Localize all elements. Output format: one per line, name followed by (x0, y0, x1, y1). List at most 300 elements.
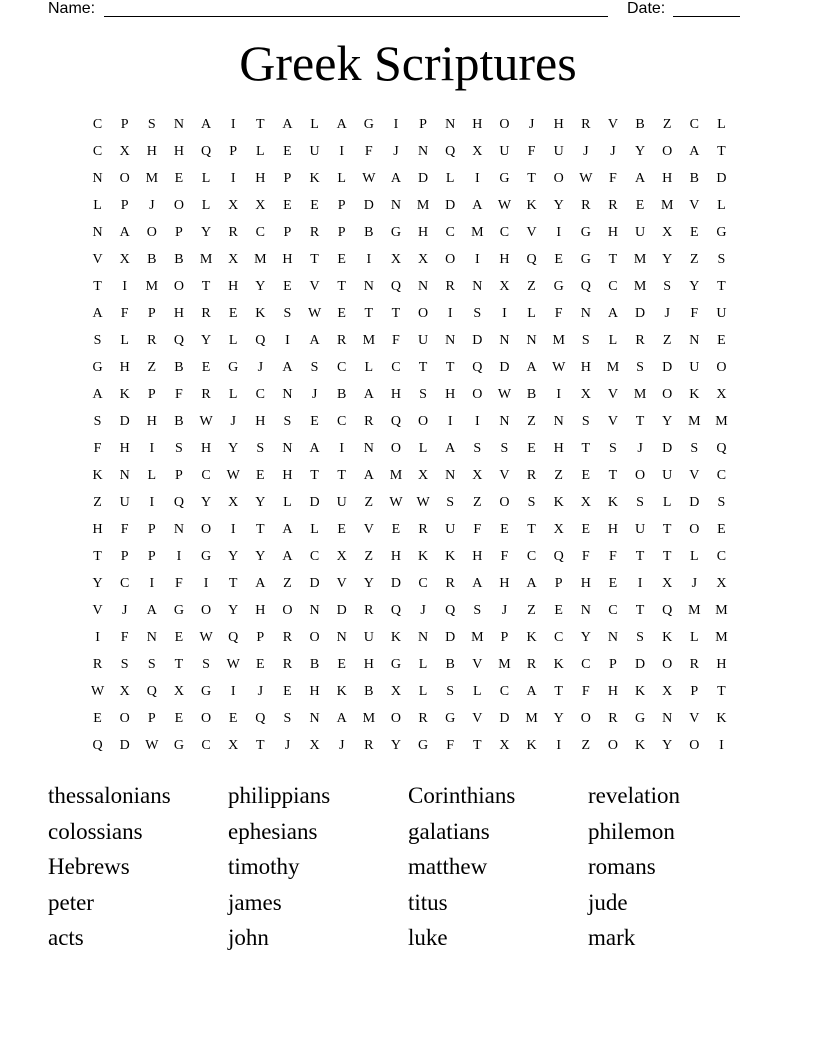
grid-letter: X (716, 575, 727, 591)
word-list-item: colossians (48, 818, 143, 844)
grid-letter: Y (689, 278, 700, 294)
grid-letter: A (92, 305, 103, 321)
grid-letter: E (337, 521, 346, 537)
grid-letter: G (716, 224, 727, 240)
grid-letter: O (201, 521, 212, 537)
grid-letter: D (445, 197, 456, 213)
grid-letter: K (635, 737, 646, 753)
grid-letter: I (637, 575, 643, 591)
grid-letter: I (556, 737, 562, 753)
grid-letter: T (635, 413, 645, 429)
grid-letter: I (366, 251, 372, 267)
grid-letter: S (636, 359, 644, 375)
grid-letter: M (715, 413, 728, 429)
grid-letter: R (337, 332, 347, 348)
grid-letter: E (283, 143, 292, 159)
grid-letter: K (526, 629, 537, 645)
grid-letter: M (389, 467, 403, 483)
grid-letter: H (201, 440, 212, 456)
grid-letter: E (581, 467, 591, 483)
grid-letter: V (607, 116, 618, 132)
grid-letter: E (635, 197, 645, 213)
word-list-item: mark (588, 925, 636, 950)
grid-letter: D (662, 359, 673, 375)
grid-letter: V (499, 467, 510, 483)
grid-letter: M (633, 386, 647, 402)
grid-letter: H (580, 575, 591, 591)
grid-letter: J (393, 143, 399, 159)
word-list-item: luke (408, 925, 448, 950)
grid-letter: M (254, 251, 267, 267)
grid-letter: K (255, 305, 266, 321)
grid-letter: O (173, 278, 184, 294)
grid-letter: X (228, 197, 239, 213)
grid-letter: Y (201, 332, 212, 348)
grid-letter: E (608, 575, 618, 591)
grid-letter: R (201, 305, 211, 321)
grid-letter: A (472, 575, 483, 591)
word-list-item: james (228, 889, 282, 915)
grid-letter: U (309, 143, 320, 159)
page-title: Greek Scriptures (239, 35, 577, 91)
grid-letter: N (390, 197, 401, 213)
grid-letter: L (201, 170, 211, 186)
grid-letter: T (717, 683, 726, 699)
grid-letter: X (336, 548, 347, 564)
grid-letter: G (390, 224, 401, 240)
grid-letter: H (282, 251, 293, 267)
grid-letter: E (337, 251, 346, 267)
grid-letter: D (716, 170, 727, 186)
grid-letter: G (173, 737, 184, 753)
grid-letter: D (390, 575, 401, 591)
grid-letter: T (635, 548, 645, 564)
grid-letter: E (690, 224, 699, 240)
worksheet-header (48, 0, 748, 20)
grid-letter: I (556, 386, 562, 402)
grid-letter: N (689, 332, 700, 348)
grid-letter: O (418, 413, 429, 429)
grid-letter: N (418, 143, 429, 159)
grid-letter: Z (554, 467, 563, 483)
grid-letter: M (498, 656, 511, 672)
grid-letter: T (662, 548, 672, 564)
grid-letter: K (526, 197, 537, 213)
grid-letter: L (310, 521, 319, 537)
grid-letter: A (390, 170, 401, 186)
grid-letter: P (609, 656, 617, 672)
grid-letter: T (256, 521, 265, 537)
grid-letter: T (527, 521, 536, 537)
grid-letter: W (416, 494, 430, 510)
grid-letter: N (309, 710, 320, 726)
grid-letter: W (90, 683, 105, 699)
grid-letter: S (93, 332, 102, 348)
grid-letter: H (553, 116, 564, 132)
grid-letter: F (392, 332, 400, 348)
grid-letter: D (119, 413, 130, 429)
grid-letter: A (282, 521, 293, 537)
grid-letter: A (309, 440, 320, 456)
grid-letter: E (283, 278, 292, 294)
grid-letter: O (146, 224, 157, 240)
grid-letter: M (606, 359, 620, 375)
grid-letter: L (418, 683, 428, 699)
grid-letter: N (282, 440, 293, 456)
grid-letter: D (309, 575, 320, 591)
grid-letter: J (338, 737, 345, 753)
grid-letter: P (554, 575, 563, 591)
grid-letter: P (229, 143, 238, 159)
grid-letter: Y (635, 143, 646, 159)
grid-letter: J (420, 602, 426, 618)
grid-letter: W (579, 170, 593, 186)
grid-letter: F (175, 386, 183, 402)
grid-letter: B (174, 413, 184, 429)
grid-letter: A (445, 440, 456, 456)
word-list-item: philemon (588, 818, 675, 844)
grid-letter: P (175, 467, 183, 483)
grid-letter: J (501, 602, 508, 618)
grid-letter: Q (716, 440, 727, 456)
grid-letter: H (282, 467, 293, 483)
grid-letter: O (201, 602, 212, 618)
grid-letter: X (390, 683, 401, 699)
grid-letter: H (146, 413, 157, 429)
grid-letter: I (122, 278, 128, 294)
grid-letter: N (445, 467, 456, 483)
grid-letter: C (526, 548, 537, 564)
grid-letter: X (255, 197, 266, 213)
grid-letter: G (499, 170, 510, 186)
grid-letter: E (228, 710, 238, 726)
grid-letter: N (92, 224, 103, 240)
grid-letter: H (119, 440, 130, 456)
grid-letter: O (472, 386, 483, 402)
grid-letter: R (364, 737, 374, 753)
grid-letter: C (309, 548, 320, 564)
grid-letter: O (119, 170, 130, 186)
grid-letter: T (418, 359, 428, 375)
grid-letter: F (446, 737, 455, 753)
grid-letter: W (226, 467, 240, 483)
grid-letter: V (92, 251, 103, 267)
grid-letter: F (500, 548, 509, 564)
grid-letter: T (608, 467, 618, 483)
grid-letter: O (662, 656, 673, 672)
grid-letter: I (339, 143, 345, 159)
grid-letter: K (607, 494, 618, 510)
word-list-item: acts (48, 925, 84, 950)
grid-letter: C (337, 359, 347, 375)
grid-letter: Z (527, 602, 536, 618)
grid-letter: A (309, 332, 320, 348)
grid-letter: D (445, 629, 456, 645)
name-label: Name: (48, 0, 96, 17)
grid-letter: C (499, 683, 510, 699)
grid-letter: H (309, 683, 320, 699)
grid-letter: S (147, 656, 156, 672)
grid-letter: H (228, 278, 239, 294)
grid-letter: L (445, 170, 455, 186)
grid-letter: R (282, 629, 293, 645)
grid-letter: K (526, 737, 537, 753)
grid-letter: A (282, 548, 293, 564)
grid-letter: F (690, 305, 699, 321)
grid-letter: D (635, 305, 646, 321)
grid-letter: J (284, 737, 291, 753)
grid-letter: A (526, 683, 537, 699)
grid-letter: O (662, 143, 673, 159)
grid-letter: E (500, 521, 509, 537)
grid-letter: C (554, 629, 564, 645)
grid-letter: C (92, 116, 103, 132)
word-list-item: jude (588, 889, 628, 915)
grid-letter: S (446, 683, 455, 699)
grid-letter: U (635, 521, 646, 537)
word-search-grid (84, 111, 735, 759)
grid-letter: R (608, 197, 618, 213)
grid-letter: V (472, 710, 483, 726)
grid-letter: T (310, 251, 319, 267)
grid-letter: H (119, 359, 130, 375)
grid-letter: O (390, 710, 401, 726)
grid-letter: S (717, 494, 726, 510)
grid-letter: Z (527, 278, 536, 294)
grid-letter: C (391, 359, 401, 375)
grid-letter: O (309, 629, 320, 645)
grid-letter: S (175, 440, 183, 456)
grid-letter: Y (228, 548, 239, 564)
grid-letter: H (499, 251, 510, 267)
grid-letter: O (445, 251, 456, 267)
grid-letter: V (526, 224, 537, 240)
grid-letter: K (390, 629, 401, 645)
grid-letter: D (499, 710, 510, 726)
grid-letter: R (228, 224, 238, 240)
grid-letter: H (173, 305, 184, 321)
grid-letter: Y (553, 197, 564, 213)
grid-letter: X (173, 683, 184, 699)
grid-letter: B (337, 386, 347, 402)
grid-letter: Q (390, 278, 401, 294)
grid-letter: W (226, 656, 240, 672)
grid-letter: C (581, 656, 591, 672)
word-list-item: galatians (408, 818, 490, 844)
grid-letter: C (716, 467, 727, 483)
grid-letter: T (256, 116, 265, 132)
grid-letter: T (527, 170, 536, 186)
grid-letter: J (121, 602, 128, 618)
grid-letter: E (174, 170, 184, 186)
grid-letter: M (552, 332, 565, 348)
grid-letter: E (310, 197, 319, 213)
grid-letter: Q (553, 548, 564, 564)
grid-letter: Z (93, 494, 102, 510)
grid-letter: W (389, 494, 403, 510)
grid-letter: B (364, 683, 374, 699)
grid-letter: E (337, 656, 346, 672)
grid-letter: I (230, 170, 236, 186)
grid-letter: I (393, 116, 399, 132)
grid-letter: I (339, 440, 345, 456)
grid-letter: T (174, 656, 184, 672)
grid-letter: J (528, 116, 535, 132)
grid-letter: P (147, 305, 156, 321)
grid-letter: X (472, 143, 483, 159)
grid-letter: S (690, 440, 699, 456)
grid-letter: S (473, 305, 482, 321)
grid-letter: L (418, 440, 428, 456)
grid-letter: T (364, 305, 374, 321)
grid-letter: T (93, 548, 102, 564)
grid-letter: L (228, 386, 238, 402)
grid-letter: V (92, 602, 103, 618)
grid-letter: E (554, 602, 563, 618)
grid-letter: H (173, 143, 184, 159)
grid-letter: H (553, 440, 564, 456)
grid-letter: R (581, 116, 591, 132)
word-list-item: philippians (228, 783, 331, 808)
grid-letter: N (173, 521, 184, 537)
grid-letter: Z (581, 737, 591, 753)
grid-letter: U (336, 494, 347, 510)
grid-letter: R (526, 467, 537, 483)
grid-letter: K (336, 683, 347, 699)
grid-letter: S (120, 656, 129, 672)
grid-letter: X (580, 494, 591, 510)
word-list-item: titus (408, 889, 448, 915)
grid-letter: Q (255, 332, 266, 348)
grid-letter: T (717, 143, 726, 159)
grid-letter: L (717, 116, 726, 132)
grid-letter: Z (662, 332, 672, 348)
word-list-item: peter (48, 889, 94, 915)
grid-letter: K (92, 467, 103, 483)
grid-letter: X (580, 386, 591, 402)
grid-letter: Q (445, 602, 456, 618)
grid-letter: H (363, 656, 374, 672)
grid-letter: P (690, 683, 699, 699)
grid-letter: M (145, 170, 159, 186)
grid-letter: R (689, 656, 699, 672)
grid-letter: F (609, 170, 617, 186)
grid-letter: Q (146, 683, 157, 699)
grid-letter: P (337, 197, 346, 213)
grid-letter: O (689, 521, 700, 537)
grid-letter: P (147, 521, 156, 537)
grid-letter: G (92, 359, 103, 375)
grid-letter: B (309, 656, 320, 672)
grid-letter: Q (173, 332, 184, 348)
grid-letter: D (662, 440, 673, 456)
grid-letter: Z (690, 251, 699, 267)
grid-letter: Z (527, 413, 536, 429)
grid-letter: N (119, 467, 130, 483)
grid-letter: M (633, 251, 647, 267)
grid-letter: Y (553, 710, 564, 726)
grid-letter: S (717, 251, 726, 267)
grid-letter: A (282, 359, 293, 375)
grid-letter: I (474, 413, 480, 429)
grid-letter: O (201, 710, 212, 726)
grid-letter: E (581, 521, 591, 537)
grid-letter: M (199, 251, 213, 267)
grid-letter: P (500, 629, 509, 645)
grid-letter: R (635, 332, 645, 348)
grid-letter: G (390, 656, 401, 672)
grid-letter: I (149, 494, 155, 510)
grid-letter: Q (445, 143, 456, 159)
grid-letter: Y (92, 575, 103, 591)
grid-letter: L (527, 305, 536, 321)
grid-letter: D (363, 197, 374, 213)
grid-letter: G (201, 683, 212, 699)
date-label: Date: (627, 0, 666, 17)
grid-letter: Y (201, 494, 212, 510)
grid-letter: Q (255, 710, 266, 726)
grid-letter: C (120, 575, 130, 591)
grid-letter: S (283, 413, 292, 429)
grid-letter: O (418, 305, 429, 321)
word-list-item: Hebrews (48, 854, 130, 879)
grid-letter: E (201, 359, 211, 375)
grid-letter: W (497, 386, 512, 402)
grid-letter: N (282, 386, 293, 402)
grid-letter: B (174, 359, 184, 375)
grid-letter: L (310, 116, 319, 132)
grid-letter: L (283, 494, 292, 510)
grid-letter: C (201, 467, 211, 483)
grid-letter: U (635, 224, 646, 240)
grid-letter: R (418, 521, 428, 537)
grid-letter: N (526, 332, 537, 348)
grid-letter: G (418, 737, 429, 753)
grid-letter: F (175, 575, 183, 591)
grid-letter: T (445, 359, 455, 375)
grid-letter: D (635, 656, 646, 672)
grid-letter: L (662, 494, 672, 510)
grid-letter: M (715, 602, 728, 618)
grid-letter: F (609, 548, 617, 564)
grid-letter: N (499, 332, 510, 348)
grid-letter: S (283, 710, 292, 726)
grid-letter: Z (147, 359, 157, 375)
grid-letter: Q (472, 359, 483, 375)
grid-letter: I (149, 440, 155, 456)
grid-letter: D (472, 332, 483, 348)
grid-letter: O (662, 386, 673, 402)
grid-letter: R (309, 224, 320, 240)
grid-letter: D (689, 494, 700, 510)
grid-letter: I (447, 305, 453, 321)
grid-letter: T (256, 737, 265, 753)
grid-letter: Y (255, 494, 266, 510)
grid-letter: R (581, 197, 591, 213)
grid-letter: F (473, 521, 482, 537)
grid-letter: X (662, 224, 673, 240)
name-blank-line (104, 16, 608, 17)
grid-letter: O (499, 494, 510, 510)
grid-letter: M (362, 332, 376, 348)
grid-letter: C (201, 737, 211, 753)
grid-letter: T (581, 440, 591, 456)
grid-letter: N (662, 710, 673, 726)
grid-letter: O (499, 116, 510, 132)
grid-letter: E (174, 710, 184, 726)
grid-letter: C (608, 278, 618, 294)
grid-letter: G (201, 548, 212, 564)
